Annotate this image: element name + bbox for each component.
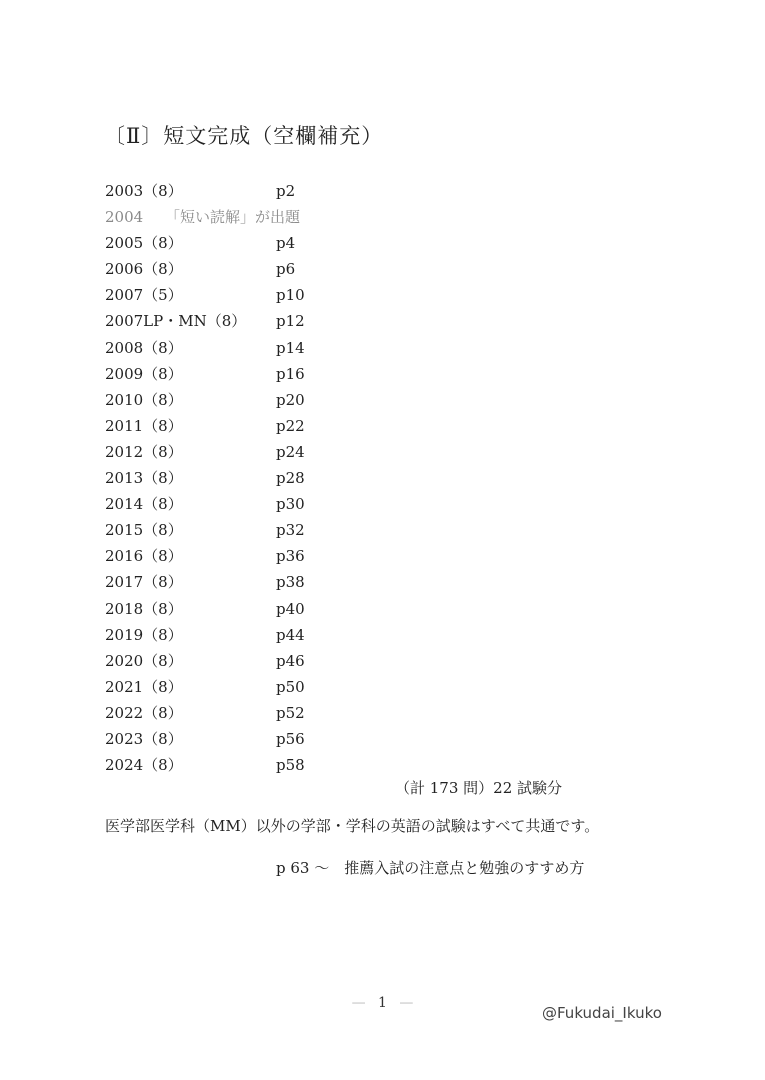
- toc-year: 2007（5）: [105, 286, 183, 305]
- toc-year: 2017（8）: [105, 573, 183, 592]
- toc-year: 2003（8）: [105, 182, 183, 200]
- toc-page: p50: [276, 677, 305, 696]
- toc-row: [105, 700, 505, 726]
- toc-page: p52: [276, 703, 305, 722]
- toc-page: p56: [276, 729, 305, 748]
- toc-page: p32: [276, 521, 305, 540]
- toc-year: 2006（8）: [105, 260, 183, 279]
- toc-year: 2014（8）: [105, 495, 183, 514]
- toc-year: 2005（8）: [105, 234, 183, 253]
- toc-year: 2004: [105, 208, 144, 227]
- toc-year: 2010（8）: [105, 390, 183, 409]
- toc-row: [105, 648, 505, 674]
- toc-year: 2011（8）: [105, 416, 183, 435]
- toc-page: p30: [276, 495, 305, 514]
- toc-page: p12: [276, 312, 305, 331]
- toc-year: 2022（8）: [105, 703, 183, 722]
- recommendation-exam-reference: p 63 〜 推薦入試の注意点と勉強のすすめ方: [276, 859, 585, 877]
- toc-note-text: 「短い読解」が出題: [165, 208, 301, 227]
- toc-year: 2018（8）: [105, 599, 183, 618]
- toc-row: [105, 465, 505, 491]
- toc-year: 2009（8）: [105, 364, 183, 383]
- toc-year: 2023（8）: [105, 729, 183, 748]
- toc-row: [105, 543, 505, 569]
- toc-year: 2021（8）: [105, 677, 183, 696]
- toc-year: 2007LP・MN（8）: [105, 312, 247, 331]
- author-credit: @Fukudai_Ikuko: [542, 1004, 662, 1022]
- toc-row: [105, 491, 505, 517]
- toc-year: 2015（8）: [105, 521, 183, 540]
- toc-row: [105, 335, 505, 361]
- toc-year: 2019（8）: [105, 625, 183, 644]
- toc-row: [105, 726, 505, 752]
- toc-page: p6: [276, 260, 296, 279]
- toc-row: [105, 413, 505, 439]
- toc-row: [105, 256, 505, 282]
- toc-page: p46: [276, 651, 305, 670]
- toc-year: 2016（8）: [105, 547, 183, 566]
- page-number: 1: [378, 995, 387, 1011]
- total-summary: （計 173 問）22 試験分: [395, 779, 563, 797]
- toc-page: p2: [276, 182, 296, 200]
- table-of-contents: [105, 178, 505, 778]
- toc-page: p22: [276, 416, 305, 435]
- toc-year: 2012（8）: [105, 442, 183, 461]
- toc-row: [105, 439, 505, 465]
- toc-page: p44: [276, 625, 305, 644]
- toc-year: 2020（8）: [105, 651, 183, 670]
- toc-page: p10: [276, 286, 305, 305]
- toc-page: p24: [276, 442, 305, 461]
- toc-year: 2013（8）: [105, 469, 183, 488]
- toc-row: [105, 178, 505, 204]
- toc-page: p4: [276, 234, 296, 253]
- toc-row: [105, 387, 505, 413]
- common-exam-note: 医学部医学科（MM）以外の学部・学科の英語の試験はすべて共通です。: [105, 817, 600, 835]
- toc-year: 2024（8）: [105, 756, 183, 775]
- dash-right: —: [399, 995, 414, 1011]
- toc-page: p20: [276, 390, 305, 409]
- toc-page: p16: [276, 364, 305, 383]
- toc-row: [105, 230, 505, 256]
- toc-row: [105, 517, 505, 543]
- toc-year: 2008（8）: [105, 338, 183, 357]
- toc-row: [105, 569, 505, 595]
- dash-left: —: [351, 995, 366, 1011]
- toc-row: [105, 596, 505, 622]
- toc-row: [105, 282, 505, 308]
- toc-row: [105, 674, 505, 700]
- toc-page: p14: [276, 338, 305, 357]
- toc-page: p40: [276, 599, 305, 618]
- toc-row: [105, 361, 505, 387]
- toc-row: [105, 308, 505, 334]
- toc-page: p28: [276, 469, 305, 488]
- toc-page: p38: [276, 573, 305, 592]
- page-title: 〔Ⅱ〕短文完成（空欄補充）: [104, 124, 384, 148]
- toc-page: p36: [276, 547, 305, 566]
- toc-row: [105, 752, 505, 778]
- toc-row: [105, 622, 505, 648]
- toc-row-note: [105, 204, 505, 230]
- toc-page: p58: [276, 756, 305, 775]
